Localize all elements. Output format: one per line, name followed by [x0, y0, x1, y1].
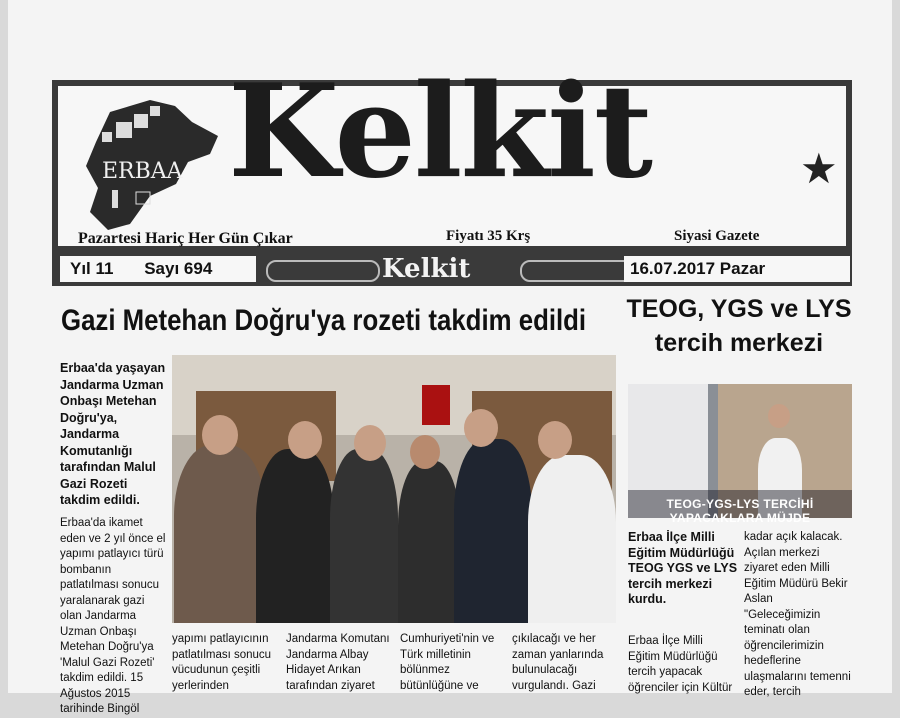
main-article-photo: [172, 355, 616, 623]
issue-bar: [52, 252, 852, 286]
map-label: ERBAA: [102, 159, 183, 184]
main-headline: Gazi Metehan Doğru'ya rozeti takdim edildi: [61, 304, 587, 337]
price-label: Fiyatı 35 Krş: [446, 228, 531, 244]
side-article-col2: kadar açık kalacak. Açılan merkezi ziyaret eden Milli Eğitim Müdürü Bekir Aslan "Geleceğimizin teminatı olan öğrencilerimizin hedeflerine ulaşmalarını temenni eder, tercih: [744, 531, 851, 698]
side-photo-caption-line2: YAPACAKLARA MÜJDE: [669, 511, 811, 525]
masthead-inner: [58, 57, 846, 247]
side-article-col1: Erbaa İlçe Milli Eğitim Müdürlüğü tercih yapacak öğrenciler için Kültür: [628, 635, 733, 694]
main-article-lead: Erbaa'da yaşayan Jandarma Uzman Onbaşı Metehan Doğru'ya, Jandarma Komutanlığı tarafından Malul Gazi Rozeti takdim edildi.: [60, 361, 166, 507]
issue-date: 16.07.2017 Pazar: [624, 256, 850, 282]
side-photo-caption: [628, 497, 852, 525]
newspaper-title: Kelkit: [228, 57, 651, 207]
main-article-col4: Cumhuriyeti'nin ve Türk milletinin bölünmez bütünlüğüne ve: [400, 633, 495, 692]
side-article-lead: Erbaa İlçe Milli Eğitim Müdürlüğü TEOG YGS ve LYS tercih merkezi kurdu.: [628, 530, 738, 606]
main-headline-box: [55, 290, 619, 356]
tagline-right: Siyasi Gazete: [674, 228, 760, 244]
erbaa-map-logo: [80, 92, 220, 232]
issue-year: Yıl 11: [70, 259, 114, 278]
issue-number: Sayı 694: [144, 259, 213, 278]
tagline-left: Pazartesi Hariç Her Gün Çıkar: [78, 230, 293, 247]
main-article-col1: Erbaa'da ikamet eden ve 2 yıl önce el yapımı patlayıcı türü bombanın patlatılması sonucu yaralanarak gazi olan Jandarma Uzman Onbaşı Metehan Doğru'ya 'Malul Gazi Rozeti' takdim edildi. 15 Ağustos 2015 tarihinde Bingöl: [60, 517, 166, 715]
bar-logo: Kelkit: [382, 254, 471, 284]
side-photo-caption-line1: TEOG-YGS-LYS TERCİHİ: [666, 497, 814, 511]
side-headline: TEOG, YGS ve LYS tercih merkezi: [626, 295, 852, 357]
main-article-col3: Jandarma Komutanı Jandarma Albay Hidayet Arıkan tarafından ziyaret: [286, 633, 390, 692]
ornament-right: [520, 260, 634, 282]
issue-info-box: [60, 256, 256, 282]
ornament-left: [266, 260, 380, 282]
main-article-col5: çıkılacağı ve her zaman yanlarında bulunulacağı vurgulandı. Gazi: [512, 633, 604, 692]
main-article-col2: yapımı patlayıcının patlatılması sonucu vücudunun çeşitli yerlerinden: [172, 633, 272, 692]
masthead: [52, 57, 852, 252]
star-icon: ★: [800, 147, 838, 193]
